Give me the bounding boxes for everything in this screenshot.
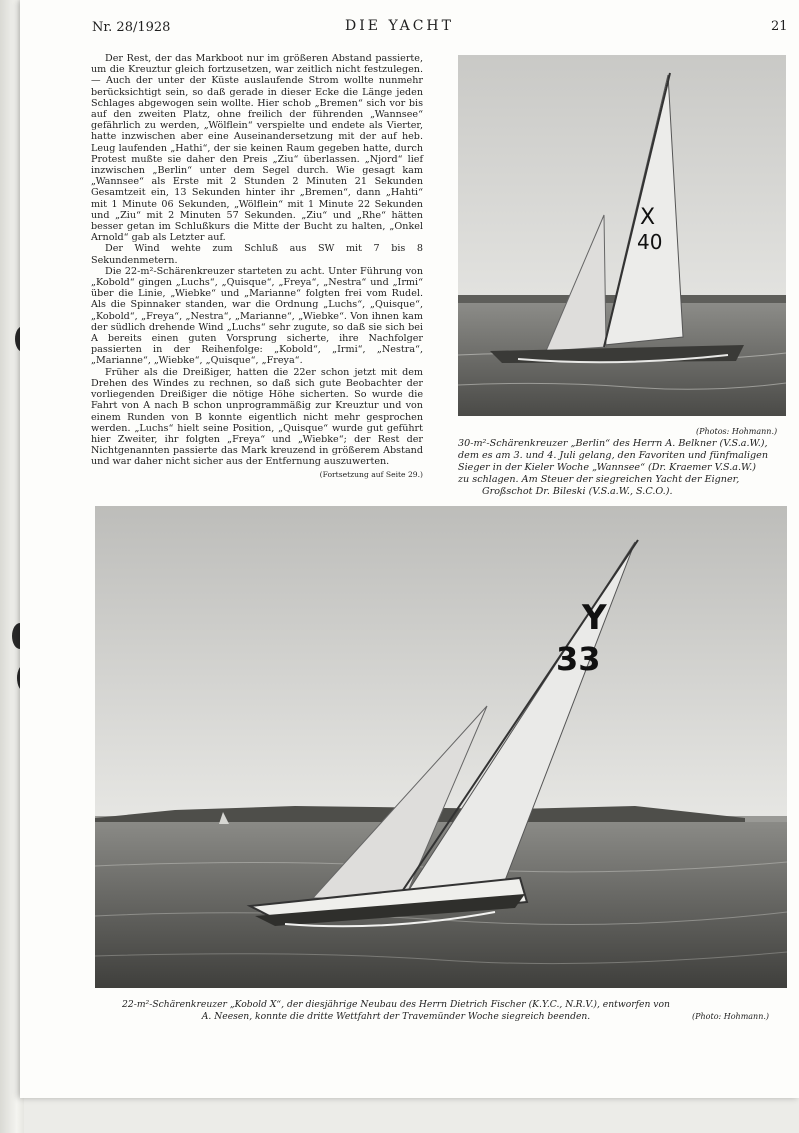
issue-number: Nr. 28/1928 (92, 20, 171, 35)
continuation-note: (Fortsetzung auf Seite 29.) (319, 469, 423, 479)
sail-letter: Y (582, 598, 607, 638)
sail-letter: X (640, 205, 656, 230)
article-text (91, 53, 423, 480)
paragraph: Der Rest, der das Markboot nur im größeren Abstand passierte, um die Kreuztur gleich fortzusetzen, war zeitlich nicht festzulegen. — Auch der unter der Küste auslaufende Strom wollte nunmehr berücksichtigt sein, so daß gerade in dieser Ecke die Länge jeden Schlages abgewogen sein wollte. Hier schob „Bremen“ sich vor bis auf den zweiten Platz, ohne freilich der führenden „Wannsee“ gefährlich zu werden, „Wölflein“ verspielte und endete als Vierter, hatte inzwischen aber eine Auseinandersetzung mit der auf heb. Leug laufenden „Hathi“, der sie keinen Raum gegeben hatte, durch Protest mußte sie daher den Preis „Ziu“ überlassen. „Njord“ lief inzwischen „Berlin“ unter dem Segel durch. Wie gesagt kam „Wannsee“ als Erste mit 2 Stunden 2 Minuten 21 Sekunden Gesamtzeit ein, 13 Sekunden hinter ihr „Bremen“, dann „Hahti“ mit 1 Minute 06 Sekunden, „Wölflein“ mit 1 Minute 22 Sekunden und „Ziu“ mit 2 Minuten 57 Sekunden. „Ziu“ und „Rhe“ hätten besser getan im Schlußkurs die Mitte der Bucht zu halten, „Onkel Arnold“ gab als Letzter auf. (91, 53, 423, 244)
photo-credit: (Photos: Hohmann.) (696, 427, 778, 436)
photo-sailboat-kobold (95, 506, 787, 988)
photo-sailboat-berlin (458, 55, 786, 416)
paragraph: Der Wind wehte zum Schluß aus SW mit 7 bis 8 Sekundenmetern. (91, 243, 423, 266)
paragraph: Früher als die Dreißiger, hatten die 22er schon jetzt mit dem Drehen des Windes zu rechnen, so daß sich gute Beobachter der vorliegenden Dreißiger die nötige Höhe sicherten. So wurde die Fahrt von A nach B schon unprogrammäßig zur Kreuztur und von einem Runden von B konnte eigentlich nicht mehr gesprochen werden. „Luchs“ hielt seine Position, „Quisque“ wurde gut geführt hier Zweiter, ihr folgten „Freya“ und „Wiebke“; der Rest der Nichtgenannten passierte das Mark kreuzend in größerem Abstand und war daher nicht sicher aus der Entfernung auszuwerten. (91, 366, 423, 468)
sail-number: 40 (637, 230, 663, 254)
magazine-title: DIE YACHT (345, 18, 454, 34)
photo-credit: (Photo: Hohmann.) (692, 1012, 770, 1021)
photo-caption: 22-m²-Schärenkreuzer „Kobold X“, der diesjährige Neubau des Herrn Dietrich Fischer (K.Y.C., N.R.V.), entworfen von A. Neesen, konnte die dritte Wettfahrt der Travemünder Woche siegreich beenden. (122, 999, 670, 1022)
sail-number: 33 (556, 640, 601, 678)
photo-caption: 30-m²-Schärenkreuzer „Berlin“ des Herrn A. Belkner (V.S.a.W.), dem es am 3. und 4. Juli gelang, den Favoriten und fünfmaligen Sieger in der Kieler Woche „Wannsee“ (Dr. Kraemer V.S.a.W.) zu schlagen. Am Steuer der siegreichen Yacht der Eigner, Großschot Dr. Bileski (V.S.a.W., S.C.O.). (458, 438, 769, 497)
page-number: 21 (771, 19, 788, 34)
paragraph: Die 22-m²-Schärenkreuzer starteten zu acht. Unter Führung von „Kobold“ gingen „Luchs“, „Quisque“, „Freya“, „Nestra“ und „Irmi“ über die Linie, „Wiebke“ und „Marianne“ folgten frei vom Rudel. Als die Spinnaker standen, war die Ordnung „Luchs“, „Quisque“, „Kobold“, „Freya“, „Nestra“, „Marianne“, „Wiebke“. Von ihnen kam der südlich drehende Wind „Luchs“ sehr zugute, so daß sie sich bei A bereits einen guten Vorsprung sicherte, ihre Nachfolger passierten in der Reihenfolge: „Kobold“, „Irmi“, „Nestra“, „Marianne“, „Wiebke“, „Quisque“, „Freya“. (91, 265, 423, 367)
